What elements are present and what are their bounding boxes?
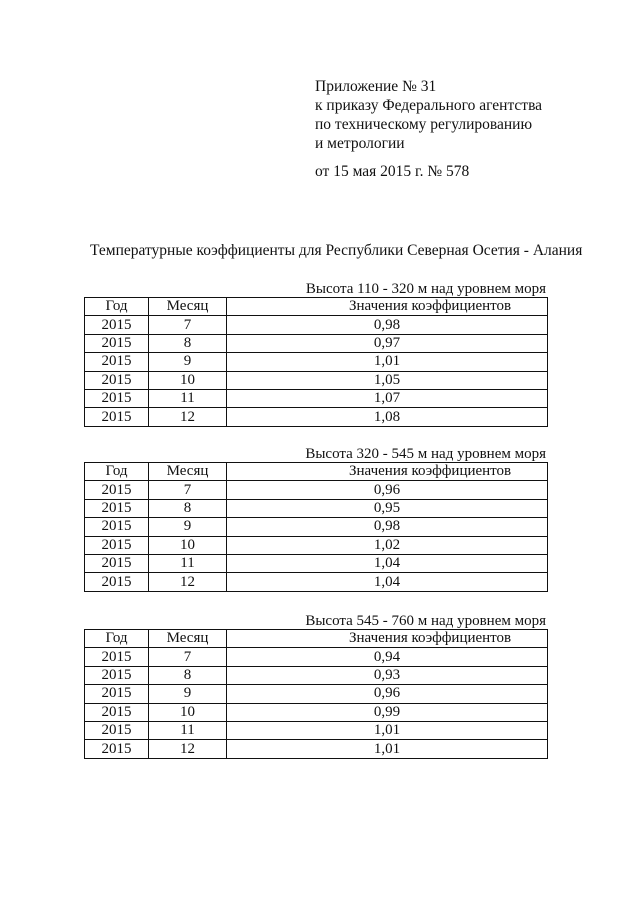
month-cell: 11 xyxy=(149,554,227,572)
year-cell: 2015 xyxy=(85,666,149,684)
month-cell: 12 xyxy=(149,573,227,591)
column-header-value: Значения коэффициентов xyxy=(227,630,548,648)
table-row xyxy=(85,648,548,666)
month-cell: 9 xyxy=(149,518,227,536)
table-row xyxy=(85,666,548,684)
year-cell: 2015 xyxy=(85,740,149,758)
year-cell: 2015 xyxy=(85,353,149,371)
table-row xyxy=(85,536,548,554)
month-cell: 12 xyxy=(149,408,227,426)
agency-name-line-2: и метрологии xyxy=(315,135,405,152)
coefficient-cell: 0,93 xyxy=(227,666,548,684)
column-header-year: Год xyxy=(85,463,149,481)
coefficient-cell: 1,04 xyxy=(227,554,548,572)
coefficient-cell: 0,98 xyxy=(227,518,548,536)
coefficient-cell: 1,02 xyxy=(227,536,548,554)
month-cell: 10 xyxy=(149,536,227,554)
appendix-header xyxy=(315,77,542,181)
table-row xyxy=(85,408,548,426)
column-header-value: Значения коэффициентов xyxy=(227,298,548,316)
table-row xyxy=(85,371,548,389)
month-cell: 8 xyxy=(149,334,227,352)
table-row xyxy=(85,703,548,721)
year-cell: 2015 xyxy=(85,481,149,499)
year-cell: 2015 xyxy=(85,389,149,407)
coefficient-cell: 0,96 xyxy=(227,481,548,499)
table-row xyxy=(85,740,548,758)
column-header-year: Год xyxy=(85,298,149,316)
coefficient-cell: 0,99 xyxy=(227,703,548,721)
table-row xyxy=(85,334,548,352)
coefficient-table-block xyxy=(84,446,547,592)
coefficient-cell: 1,01 xyxy=(227,740,548,758)
altitude-caption: Высота 545 - 760 м над уровнем моря xyxy=(305,613,546,629)
coefficient-cell: 1,08 xyxy=(227,408,548,426)
coefficient-cell: 0,98 xyxy=(227,316,548,334)
month-cell: 11 xyxy=(149,721,227,739)
coefficient-table-block xyxy=(84,281,547,427)
month-cell: 10 xyxy=(149,371,227,389)
coefficient-cell: 0,94 xyxy=(227,648,548,666)
year-cell: 2015 xyxy=(85,573,149,591)
coefficient-cell: 1,01 xyxy=(227,721,548,739)
column-header-month: Месяц xyxy=(149,463,227,481)
coefficient-table xyxy=(84,462,548,592)
column-header-month: Месяц xyxy=(149,298,227,316)
year-cell: 2015 xyxy=(85,499,149,517)
table-header-row xyxy=(85,463,548,481)
table-row xyxy=(85,353,548,371)
column-header-year: Год xyxy=(85,630,149,648)
year-cell: 2015 xyxy=(85,648,149,666)
table-header-row xyxy=(85,630,548,648)
coefficient-cell: 0,96 xyxy=(227,685,548,703)
year-cell: 2015 xyxy=(85,334,149,352)
table-row xyxy=(85,481,548,499)
coefficient-cell: 1,01 xyxy=(227,353,548,371)
year-cell: 2015 xyxy=(85,536,149,554)
column-header-month: Месяц xyxy=(149,630,227,648)
table-row xyxy=(85,499,548,517)
month-cell: 7 xyxy=(149,316,227,334)
coefficient-cell: 1,07 xyxy=(227,389,548,407)
year-cell: 2015 xyxy=(85,721,149,739)
month-cell: 8 xyxy=(149,666,227,684)
order-date: от 15 мая 2015 г. № 578 xyxy=(315,163,470,180)
order-reference: к приказу Федерального агентства xyxy=(315,97,543,114)
table-row xyxy=(85,721,548,739)
year-cell: 2015 xyxy=(85,518,149,536)
month-cell: 12 xyxy=(149,740,227,758)
year-cell: 2015 xyxy=(85,685,149,703)
year-cell: 2015 xyxy=(85,703,149,721)
document-title: Температурные коэффициенты для Республики Северная Осетия - Алания xyxy=(90,242,583,259)
coefficient-cell: 0,95 xyxy=(227,499,548,517)
month-cell: 7 xyxy=(149,481,227,499)
table-row xyxy=(85,554,548,572)
coefficient-table-block xyxy=(84,613,547,759)
table-row xyxy=(85,685,548,703)
altitude-caption: Высота 320 - 545 м над уровнем моря xyxy=(305,446,546,462)
table-row xyxy=(85,316,548,334)
coefficient-table xyxy=(84,297,548,427)
year-cell: 2015 xyxy=(85,408,149,426)
month-cell: 7 xyxy=(149,648,227,666)
coefficient-cell: 0,97 xyxy=(227,334,548,352)
year-cell: 2015 xyxy=(85,554,149,572)
coefficient-cell: 1,04 xyxy=(227,573,548,591)
agency-name-line: по техническому регулированию xyxy=(315,116,533,133)
month-cell: 8 xyxy=(149,499,227,517)
table-header-row xyxy=(85,298,548,316)
table-row xyxy=(85,573,548,591)
year-cell: 2015 xyxy=(85,371,149,389)
table-row xyxy=(85,518,548,536)
coefficient-table xyxy=(84,629,548,759)
month-cell: 9 xyxy=(149,353,227,371)
coefficient-cell: 1,05 xyxy=(227,371,548,389)
altitude-caption: Высота 110 - 320 м над уровнем моря xyxy=(305,281,546,297)
appendix-number: Приложение № 31 xyxy=(315,78,437,95)
column-header-value: Значения коэффициентов xyxy=(227,463,548,481)
month-cell: 9 xyxy=(149,685,227,703)
month-cell: 10 xyxy=(149,703,227,721)
year-cell: 2015 xyxy=(85,316,149,334)
month-cell: 11 xyxy=(149,389,227,407)
table-row xyxy=(85,389,548,407)
